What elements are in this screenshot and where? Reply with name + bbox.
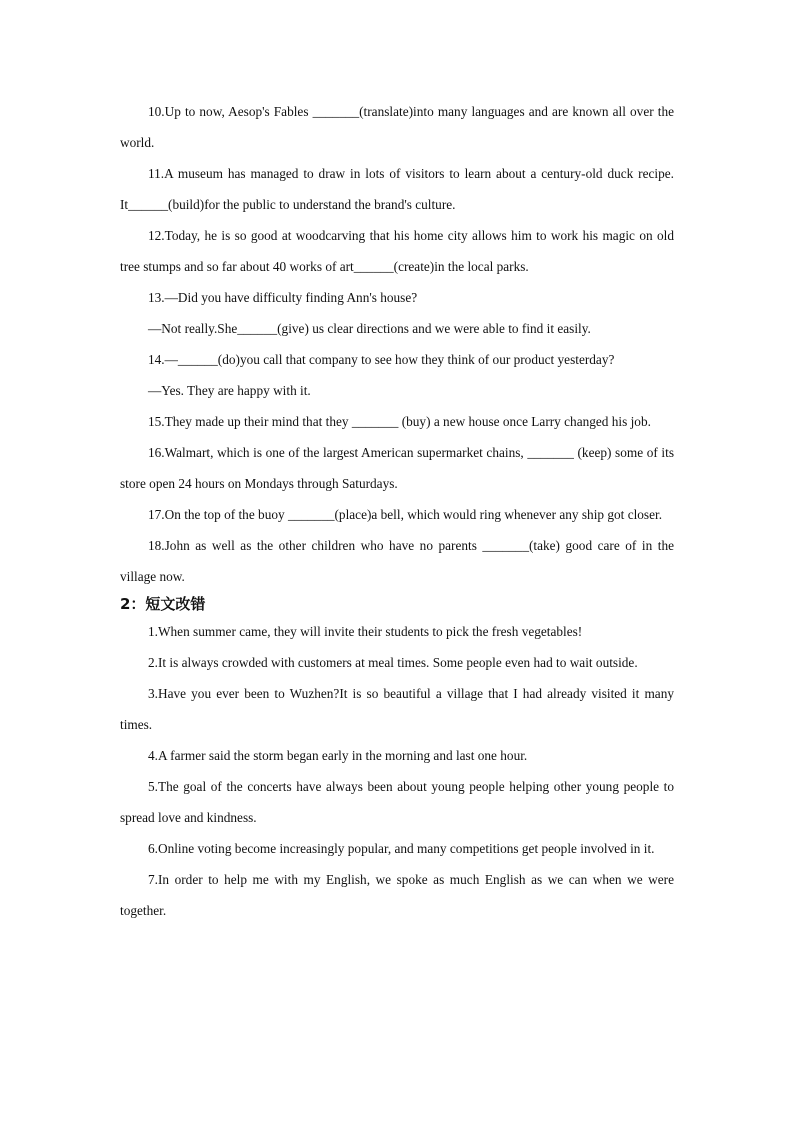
exercise-item-12: 12.Today, he is so good at woodcarving that his home city allows him to work his magic on old tree stumps and so far about 40 works of art______(create)in the local parks. bbox=[120, 228, 674, 274]
correction-item-3: 3.Have you ever been to Wuzhen?It is so beautiful a village that I had already visited it many times. bbox=[120, 686, 674, 732]
section-heading-error-correction: 2：短文改错 bbox=[120, 595, 206, 613]
exercise-item-18: 18.John as well as the other children who have no parents _______(take) good care of in the village now. bbox=[120, 538, 674, 584]
exercise-item-15: 15.They made up their mind that they _______ (buy) a new house once Larry changed his job. bbox=[148, 414, 651, 429]
correction-item-2: 2.It is always crowded with customers at meal times. Some people even had to wait outside. bbox=[148, 655, 638, 670]
correction-item-7: 7.In order to help me with my English, we spoke as much English as we can when we were together. bbox=[120, 872, 674, 918]
exercise-item-16: 16.Walmart, which is one of the largest American supermarket chains, _______ (keep) some of its store open 24 hours on Mondays through Saturdays. bbox=[120, 445, 674, 491]
exercise-item-10: 10.Up to now, Aesop's Fables _______(translate)into many languages and are known all over the world. bbox=[120, 104, 674, 150]
exercise-item-13-question: 13.—Did you have difficulty finding Ann's house? bbox=[148, 290, 418, 305]
correction-item-4: 4.A farmer said the storm began early in the morning and last one hour. bbox=[148, 748, 528, 763]
correction-item-1: 1.When summer came, they will invite their students to pick the fresh vegetables! bbox=[148, 624, 583, 639]
document-page bbox=[120, 96, 674, 926]
exercise-item-17: 17.On the top of the buoy _______(place)a bell, which would ring whenever any ship got closer. bbox=[148, 507, 663, 522]
correction-item-6: 6.Online voting become increasingly popular, and many competitions get people involved in it. bbox=[148, 841, 655, 856]
correction-item-5: 5.The goal of the concerts have always been about young people helping other young people to spread love and kindness. bbox=[120, 779, 674, 825]
exercise-item-14-question: 14.—______(do)you call that company to see how they think of our product yesterday? bbox=[148, 352, 615, 367]
exercise-item-11: 11.A museum has managed to draw in lots of visitors to learn about a century-old duck recipe. It______(build)for the public to understand the brand's culture. bbox=[120, 166, 674, 212]
exercise-item-13-answer: —Not really.She______(give) us clear directions and we were able to find it easily. bbox=[148, 321, 591, 336]
exercise-item-14-answer: —Yes. They are happy with it. bbox=[148, 383, 311, 398]
